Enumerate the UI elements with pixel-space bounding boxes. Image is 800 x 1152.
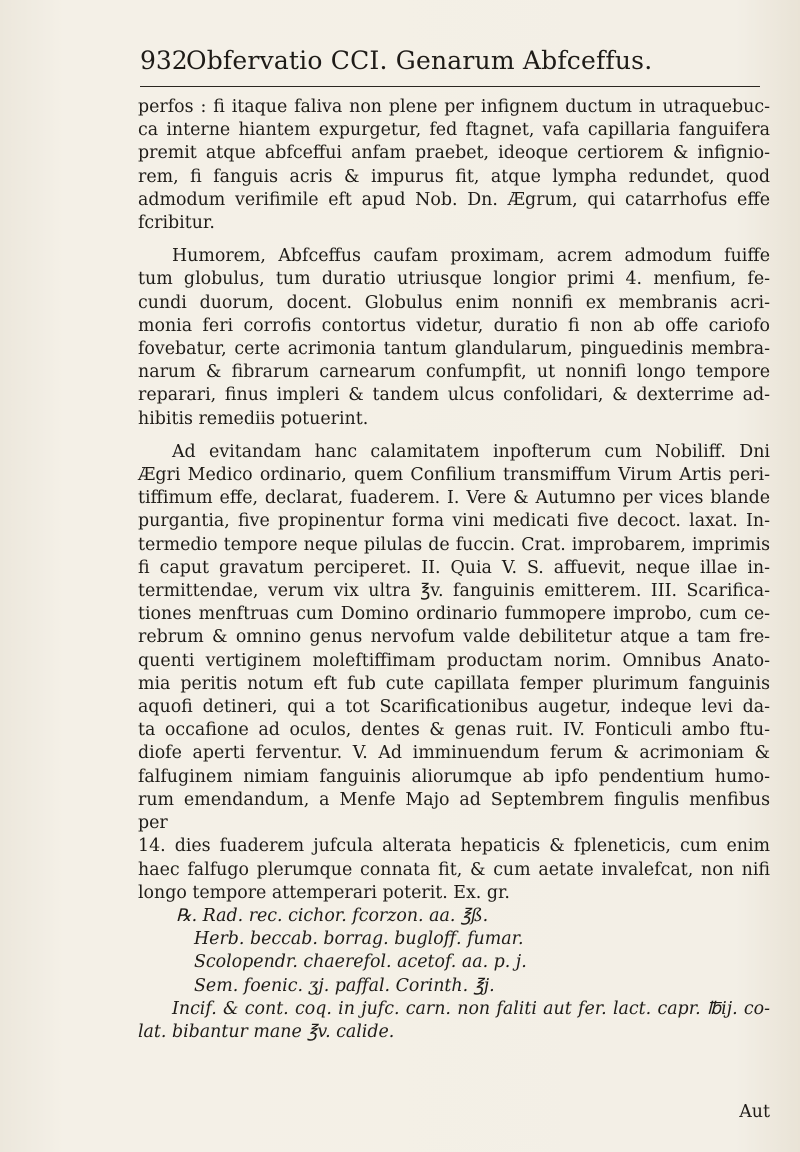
- recipe-line: Scolopendr. chaerefol. acetof. aa. p. j.: [194, 952, 527, 973]
- text-line: termittendae, verum vix ultra ℥v. fanguinis emitterem. III. Scarifica-: [138, 581, 770, 602]
- recipe-line: ℞. Rad. rec. cichor. fcorzon. aa. ℥ß.: [176, 905, 489, 926]
- text-line: admodum verifimile eft apud Nob. Dn. Ægrum, qui catarrhofus effe: [138, 189, 770, 210]
- closing-paragraph: [138, 998, 770, 1044]
- running-header: [140, 46, 760, 87]
- paragraph-3: [138, 441, 770, 905]
- page-body: [138, 96, 770, 1044]
- recipe-block: [138, 905, 770, 998]
- text-line: quenti vertiginem moleftiffimam productam norim. Omnibus Anato-: [138, 650, 770, 671]
- text-line: tum globulus, tum duratio utriusque longior primi 4. menfium, fe-: [138, 269, 770, 290]
- catchword: Aut: [739, 1102, 770, 1122]
- text-line: falfuginem nimiam fanguinis aliorumque ab ipfo pendentium humo-: [138, 766, 770, 787]
- text-line: premit atque abfceffui anfam praebet, ideoque certiorem & infignio-: [138, 143, 770, 164]
- paragraph-2: [138, 245, 770, 431]
- text-line: aquofi detineri, qui a tot Scarificationibus augetur, indeque levi da-: [138, 697, 770, 718]
- text-line: mia peritis notum eft fub cute capillata femper plurimum fanguinis: [138, 673, 770, 694]
- recipe-line: Sem. foenic. ʒj. paffal. Corinth. ℥j.: [194, 975, 495, 996]
- text-line: rum emendandum, a Menfe Majo ad Septembrem fingulis menfibus per: [138, 789, 770, 834]
- text-line: purgantia, five propinentur forma vini medicati five decoct. laxat. In-: [138, 511, 770, 532]
- text-line: reparari, finus impleri & tandem ulcus confolidari, & dexterrime ad-: [138, 385, 770, 406]
- text-line: perfos : fi itaque faliva non plene per infignem ductum in utraquebuc-: [138, 97, 770, 117]
- recipe-line: Herb. beccab. borrag. bugloff. fumar.: [194, 929, 524, 950]
- text-line: rebrum & omnino genus nervofum valde debilitetur atque a tam fre-: [138, 627, 770, 648]
- running-title: Obfervatio CCI. Genarum Abfceffus.: [186, 46, 653, 75]
- text-line: narum & fibrarum carnearum confumpfit, ut nonnifi longo tempore: [138, 362, 770, 383]
- text-line: cundi duorum, docent. Globulus enim nonnifi ex membranis acri-: [138, 292, 770, 313]
- text-line: monia feri corrofis contortus videtur, duratio fi non ab offe cariofo: [138, 315, 770, 336]
- text-line: tiffimum effe, declarat, fuaderem. I. Vere & Autumno per vices blande: [138, 488, 770, 509]
- text-line: diofe aperti ferventur. V. Ad imminuendum ferum & acrimoniam &: [138, 743, 770, 764]
- text-line: Humorem, Abfceffus caufam proximam, acrem admodum fuiffe: [172, 246, 770, 267]
- text-line: rem, fi fanguis acris & impurus fit, atque lympha redundet, quod: [138, 166, 770, 187]
- text-line: Ad evitandam hanc calamitatem inpofterum cum Nobiliff. Dni: [172, 441, 770, 462]
- text-line: ca interne hiantem expurgetur, fed ftagnet, vafa capillaria fanguifera: [138, 120, 770, 141]
- text-line: tiones menftruas cum Domino ordinario fummopere improbo, cum ce-: [138, 604, 770, 625]
- text-line: fcribitur.: [138, 213, 215, 234]
- text-line: fi caput gravatum perciperet. II. Quia V. S. affuevit, neque illae in-: [138, 557, 770, 578]
- text-line: longo tempore attemperari poterit. Ex. gr.: [138, 882, 510, 903]
- text-line: lat. bibantur mane ℥v. calide.: [138, 1021, 395, 1042]
- paragraph-1: [138, 96, 770, 235]
- text-line: haec falfugo plerumque connata fit, & cum aetate invalefcat, non nifi: [138, 859, 770, 880]
- page-number: 932: [140, 46, 188, 75]
- text-line: ta occafione ad oculos, dentes & genas ruit. IV. Fonticuli ambo ftu-: [138, 720, 770, 741]
- text-line: hibitis remediis potuerint.: [138, 408, 369, 429]
- text-line: Incif. & cont. coq. in jufc. carn. non faliti aut fer. lact. capr. ℔ij. co-: [172, 998, 770, 1019]
- text-line: termedio tempore neque pilulas de fuccin. Crat. improbarem, imprimis: [138, 534, 770, 555]
- text-line: fovebatur, certe acrimonia tantum glandularum, pinguedinis membra-: [138, 339, 770, 360]
- text-line: 14. dies fuaderem jufcula alterata hepaticis & fpleneticis, cum enim: [138, 836, 770, 857]
- text-line: Ægri Medico ordinario, quem Confilium transmiffum Virum Artis peri-: [138, 465, 770, 486]
